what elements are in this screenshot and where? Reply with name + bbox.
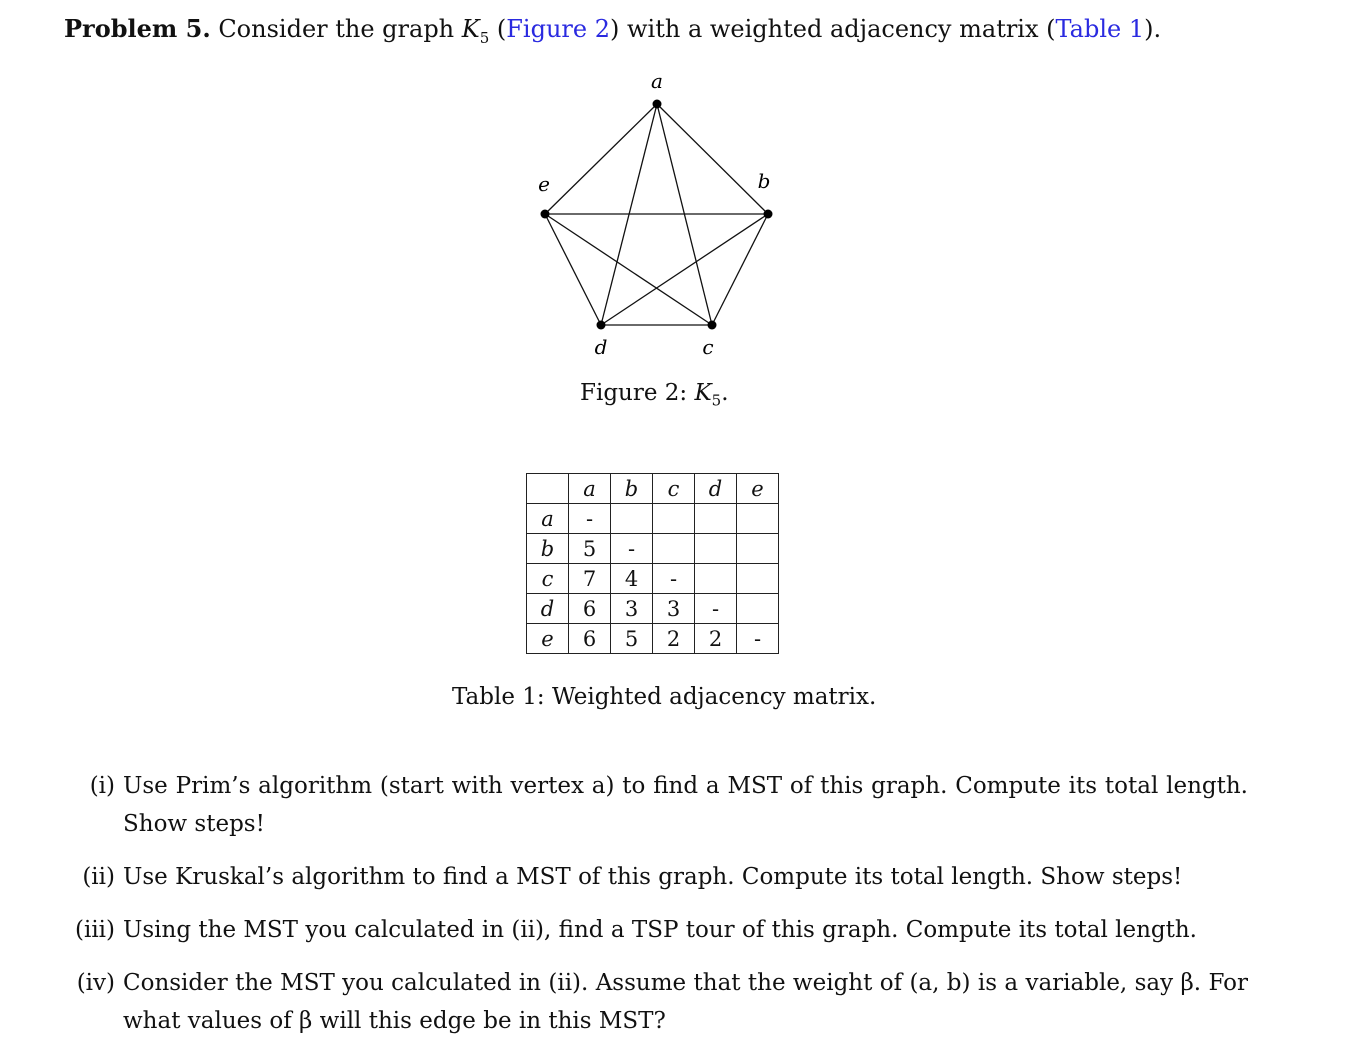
problem-text-mid: with a weighted adjacency matrix — [627, 15, 1039, 43]
question-text: Using the MST you calculated in (ii), find a TSP tour of this graph. Compute its total length. — [123, 917, 1197, 943]
row-header: d — [527, 594, 569, 624]
table-cell — [653, 534, 695, 564]
table-reference-link[interactable]: Table 1 — [1055, 15, 1145, 43]
graph-subscript: 5 — [479, 28, 490, 47]
column-header: d — [695, 474, 737, 504]
edge-a-b — [657, 104, 768, 214]
edge-d-e — [545, 214, 601, 325]
edge-b-d — [601, 214, 768, 325]
table-cell: 2 — [695, 624, 737, 654]
table-row — [527, 504, 779, 534]
question-number: (i) — [89, 773, 115, 799]
table-row — [527, 594, 779, 624]
problem-text-before: Consider the graph — [218, 15, 455, 43]
table-cell: 6 — [569, 624, 611, 654]
vertex-b — [764, 210, 773, 219]
k5-graph-figure — [0, 0, 1358, 440]
table-cell — [653, 504, 695, 534]
figure-caption-prefix: Figure 2: — [580, 380, 688, 406]
question-number: (iii) — [74, 917, 115, 943]
table-cell: 5 — [569, 534, 611, 564]
question-number: (ii) — [82, 864, 115, 890]
vertex-label-e: e — [538, 172, 550, 196]
table-cell — [737, 504, 779, 534]
figure-caption-symbol: K — [694, 380, 712, 406]
table-cell: 6 — [569, 594, 611, 624]
column-header: e — [737, 474, 779, 504]
table-row — [527, 564, 779, 594]
question-number: (iv) — [76, 970, 115, 996]
edge-c-e — [545, 214, 712, 325]
vertex-label-d: d — [594, 335, 608, 359]
figure-caption-subscript: 5 — [711, 391, 722, 410]
table-cell: 3 — [653, 594, 695, 624]
table-row — [527, 534, 779, 564]
vertex-c — [708, 321, 717, 330]
table-cell — [737, 534, 779, 564]
problem-statement: Problem 5. Consider the graph $K_5$ (Figure 2) with a weighted adjacency matrix (Table 1). — [64, 14, 1162, 47]
question-text: Use Kruskal’s algorithm to find a MST of this graph. Compute its total length. Show steps! — [123, 864, 1183, 890]
table-cell: 2 — [653, 624, 695, 654]
column-header: a — [569, 474, 611, 504]
graph-symbol: K — [461, 15, 480, 43]
figure-caption — [580, 380, 729, 410]
table-cell: - — [569, 504, 611, 534]
table-cell — [737, 594, 779, 624]
problem-label: Problem 5. — [64, 14, 211, 43]
table-cell — [695, 504, 737, 534]
question-text: Consider the MST you calculated in (ii). Assume that the weight of (a, b) is a variable, say β. For what values of β will this edge be in this MST? — [123, 970, 1248, 1034]
table-cell: 3 — [611, 594, 653, 624]
vertex-d — [597, 321, 606, 330]
table-row — [527, 624, 779, 654]
row-header: a — [527, 504, 569, 534]
question-text: Use Prim’s algorithm (start with vertex a) to find a MST of this graph. Compute its total length. Show steps! — [123, 773, 1248, 837]
table-corner-cell — [527, 474, 569, 504]
table-cell — [611, 504, 653, 534]
column-header: c — [653, 474, 695, 504]
row-header: c — [527, 564, 569, 594]
figure-reference-link[interactable]: Figure 2 — [506, 15, 610, 43]
edge-a-e — [545, 104, 657, 214]
table-cell: - — [737, 624, 779, 654]
vertex-label-a: a — [651, 69, 663, 93]
table-cell — [695, 564, 737, 594]
table-cell: 5 — [611, 624, 653, 654]
table-cell: 7 — [569, 564, 611, 594]
table-cell: - — [695, 594, 737, 624]
column-header: b — [611, 474, 653, 504]
row-header: b — [527, 534, 569, 564]
table-caption: Table 1: Weighted adjacency matrix. — [452, 684, 877, 710]
table-cell: - — [653, 564, 695, 594]
vertex-label-c: c — [702, 335, 714, 359]
table-header-row — [527, 474, 779, 504]
table-cell — [695, 534, 737, 564]
table-cell — [737, 564, 779, 594]
adjacency-matrix-table — [526, 473, 779, 654]
vertex-e — [541, 210, 550, 219]
figure-caption-end: . — [721, 380, 729, 406]
problem-text-end: . — [1153, 15, 1162, 43]
vertex-a — [653, 100, 662, 109]
edge-b-c — [712, 214, 768, 325]
table-cell: - — [611, 534, 653, 564]
row-header: e — [527, 624, 569, 654]
vertex-label-b: b — [757, 169, 771, 193]
table-cell: 4 — [611, 564, 653, 594]
